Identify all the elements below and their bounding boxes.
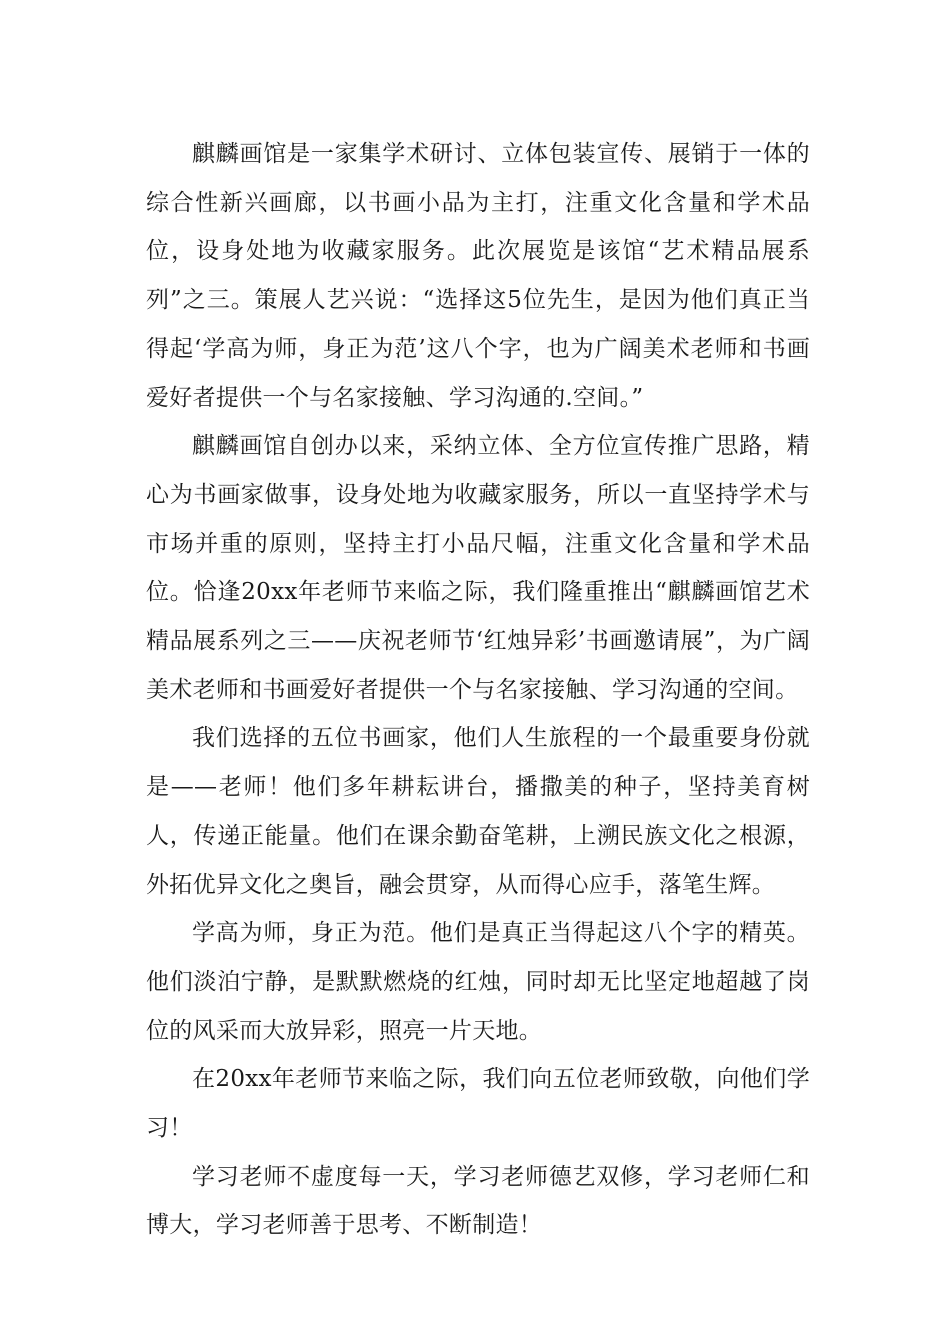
paragraph-2: 麒麟画馆自创办以来，采纳立体、全方位宣传推广思路，精心为书画家做事，设身处地为收藏家服务，所以一直坚持学术与市场并重的原则，坚持主打小品尺幅，注重文化含量和学术品位。恰逢20xx年老师节来临之际，我们隆重推出“麒麟画馆艺术精品展系列之三——庆祝老师节‘红烛异彩’书画邀请展”，为广阔美术老师和书画爱好者提供一个与名家接触、学习沟通的空间。 [146, 433, 810, 703]
paragraph-5: 在20xx年老师节来临之际，我们向五位老师致敬，向他们学习！ [146, 1066, 810, 1142]
paragraph-3: 我们选择的五位书画家，他们人生旅程的一个最重要身份就是——老师！他们多年耕耘讲台，播撒美的种子，坚持美育树人，传递正能量。他们在课余勤奋笔耕，上溯民族文化之根源，外拓优异文化之奥旨，融会贯穿，从而得心应手，落笔生辉。 [146, 725, 810, 898]
paragraph-4: 学高为师，身正为范。他们是真正当得起这八个字的精英。他们淡泊宁静，是默默燃烧的红烛，同时却无比坚定地超越了岗位的风采而大放异彩，照亮一片天地。 [146, 920, 810, 1044]
paragraph-1: 麒麟画馆是一家集学术研讨、立体包装宣传、展销于一体的综合性新兴画廊，以书画小品为主打，注重文化含量和学术品位，设身处地为收藏家服务。此次展览是该馆“艺术精品展系列”之三。策展人艺兴说：“选择这5位先生，是因为他们真正当得起‘学高为师，身正为范’这八个字，也为广阔美术老师和书画爱好者提供一个与名家接触、学习沟通的.空间。” [146, 141, 810, 411]
paragraph-6: 学习老师不虚度每一天，学习老师德艺双修，学习老师仁和博大，学习老师善于思考、不断制造！ [146, 1163, 810, 1239]
document-body [146, 130, 810, 1250]
